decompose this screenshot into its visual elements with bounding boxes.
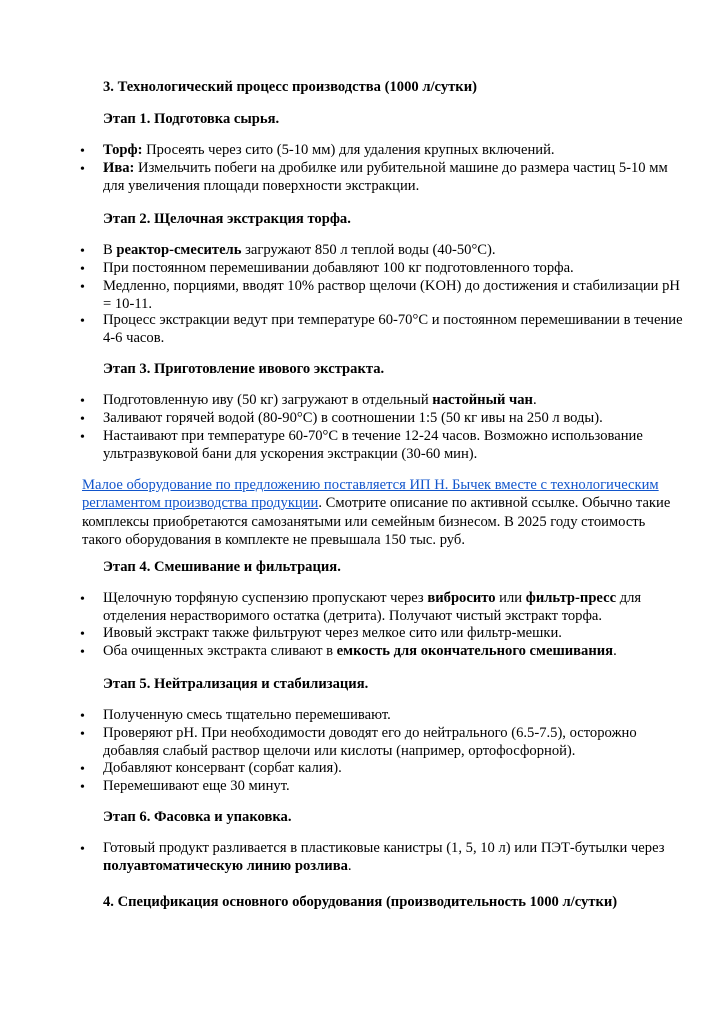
bullet: • <box>80 244 85 259</box>
bullet: • <box>80 314 85 329</box>
bullet: • <box>80 162 85 177</box>
stage-4-item-3: Оба очищенных экстракта сливают в емкость для окончательного смешивания. <box>103 643 617 659</box>
bullet: • <box>80 709 85 724</box>
stage-2-item-3: Медленно, порциями, вводят 10% раствор щелочи (KOH) до достижения и стабилизации pH = 10-11. <box>103 278 680 313</box>
equipment-offer-link[interactable]: Малое оборудование по предложению поставляется ИП Н. Бычек вместе с технологическим регламентом производства продукции <box>82 477 659 512</box>
bullet: • <box>80 842 85 857</box>
stage-6-heading: Этап 6. Фасовка и упаковка. <box>103 809 292 825</box>
section-3-heading: 3. Технологический процесс производства (1000 л/сутки) <box>103 79 477 95</box>
stage-1-heading: Этап 1. Подготовка сырья. <box>103 111 280 127</box>
bullet: • <box>80 144 85 159</box>
stage-2-heading: Этап 2. Щелочная экстракция торфа. <box>103 211 351 227</box>
stage-3-heading: Этап 3. Приготовление ивового экстракта. <box>103 361 385 377</box>
bullet: • <box>80 762 85 777</box>
bullet: • <box>80 280 85 295</box>
stage-5-item-4: Перемешивают еще 30 минут. <box>103 778 290 794</box>
bullet: • <box>80 262 85 277</box>
bullet: • <box>80 627 85 642</box>
stage-1-item-1: Торф: Просеять через сито (5-10 мм) для удаления крупных включений. <box>103 142 555 158</box>
stage-5-item-2: Проверяют pH. При необходимости доводят его до нейтрального (6.5-7.5), осторожно добавляя слабый раствор щелочи или кислоты (например, ортофосфорной). <box>103 725 637 760</box>
stage-2-item-2: При постоянном перемешивании добавляют 100 кг подготовленного торфа. <box>103 260 574 276</box>
stage-1-item-2: Ива: Измельчить побеги на дробилке или рубительной машине до размера частиц 5-10 мм для увеличения площади поверхности экстракции. <box>103 160 668 195</box>
stage-4-item-2: Ивовый экстракт также фильтруют через мелкое сито или фильтр-мешки. <box>103 625 562 641</box>
stage-5-heading: Этап 5. Нейтрализация и стабилизация. <box>103 676 369 692</box>
section-4-heading: 4. Спецификация основного оборудования (производительность 1000 л/сутки) <box>103 894 618 910</box>
promo-paragraph: Малое оборудование по предложению поставляется ИП Н. Бычек вместе с технологическим регламентом производства продукции. Смотрите описание по активной ссылке. Обычно такие комплексы приобретаются самозанятыми или семейным бизнесом. В 2025 году стоимость такого оборудования в комплекте не превышала 150 тыс. руб. <box>82 477 671 549</box>
stage-5-item-3: Добавляют консервант (сорбат калия). <box>103 760 342 776</box>
stage-2-item-1: В реактор-смеситель загружают 850 л теплой воды (40-50°C). <box>103 242 496 258</box>
stage-5-item-1: Полученную смесь тщательно перемешивают. <box>103 707 391 723</box>
stage-4-item-1: Щелочную торфяную суспензию пропускают через вибросито или фильтр-пресс для отделения нерастворимого остатка (детрита). Получают чистый экстракт торфа. <box>103 590 642 625</box>
bullet: • <box>80 412 85 427</box>
bullet: • <box>80 592 85 607</box>
stage-4-heading: Этап 4. Смешивание и фильтрация. <box>103 559 341 575</box>
bullet: • <box>80 394 85 409</box>
stage-3-item-3: Настаивают при температуре 60-70°C в течение 12-24 часов. Возможно использование ультразвуковой бани для ускорения экстракции (30-60 мин). <box>103 428 643 463</box>
bullet: • <box>80 780 85 795</box>
stage-3-item-2: Заливают горячей водой (80-90°C) в соотношении 1:5 (50 кг ивы на 250 л воды). <box>103 410 603 426</box>
bullet: • <box>80 727 85 742</box>
bullet: • <box>80 645 85 660</box>
stage-6-item-1: Готовый продукт разливается в пластиковые канистры (1, 5, 10 л) или ПЭТ-бутылки через полуавтоматическую линию розлива. <box>103 840 665 875</box>
bullet: • <box>80 430 85 445</box>
stage-3-item-1: Подготовленную иву (50 кг) загружают в отдельный настойный чан. <box>103 392 537 408</box>
stage-2-item-4: Процесс экстракции ведут при температуре 60-70°C и постоянном перемешивании в течение 4-6 часов. <box>103 312 683 347</box>
